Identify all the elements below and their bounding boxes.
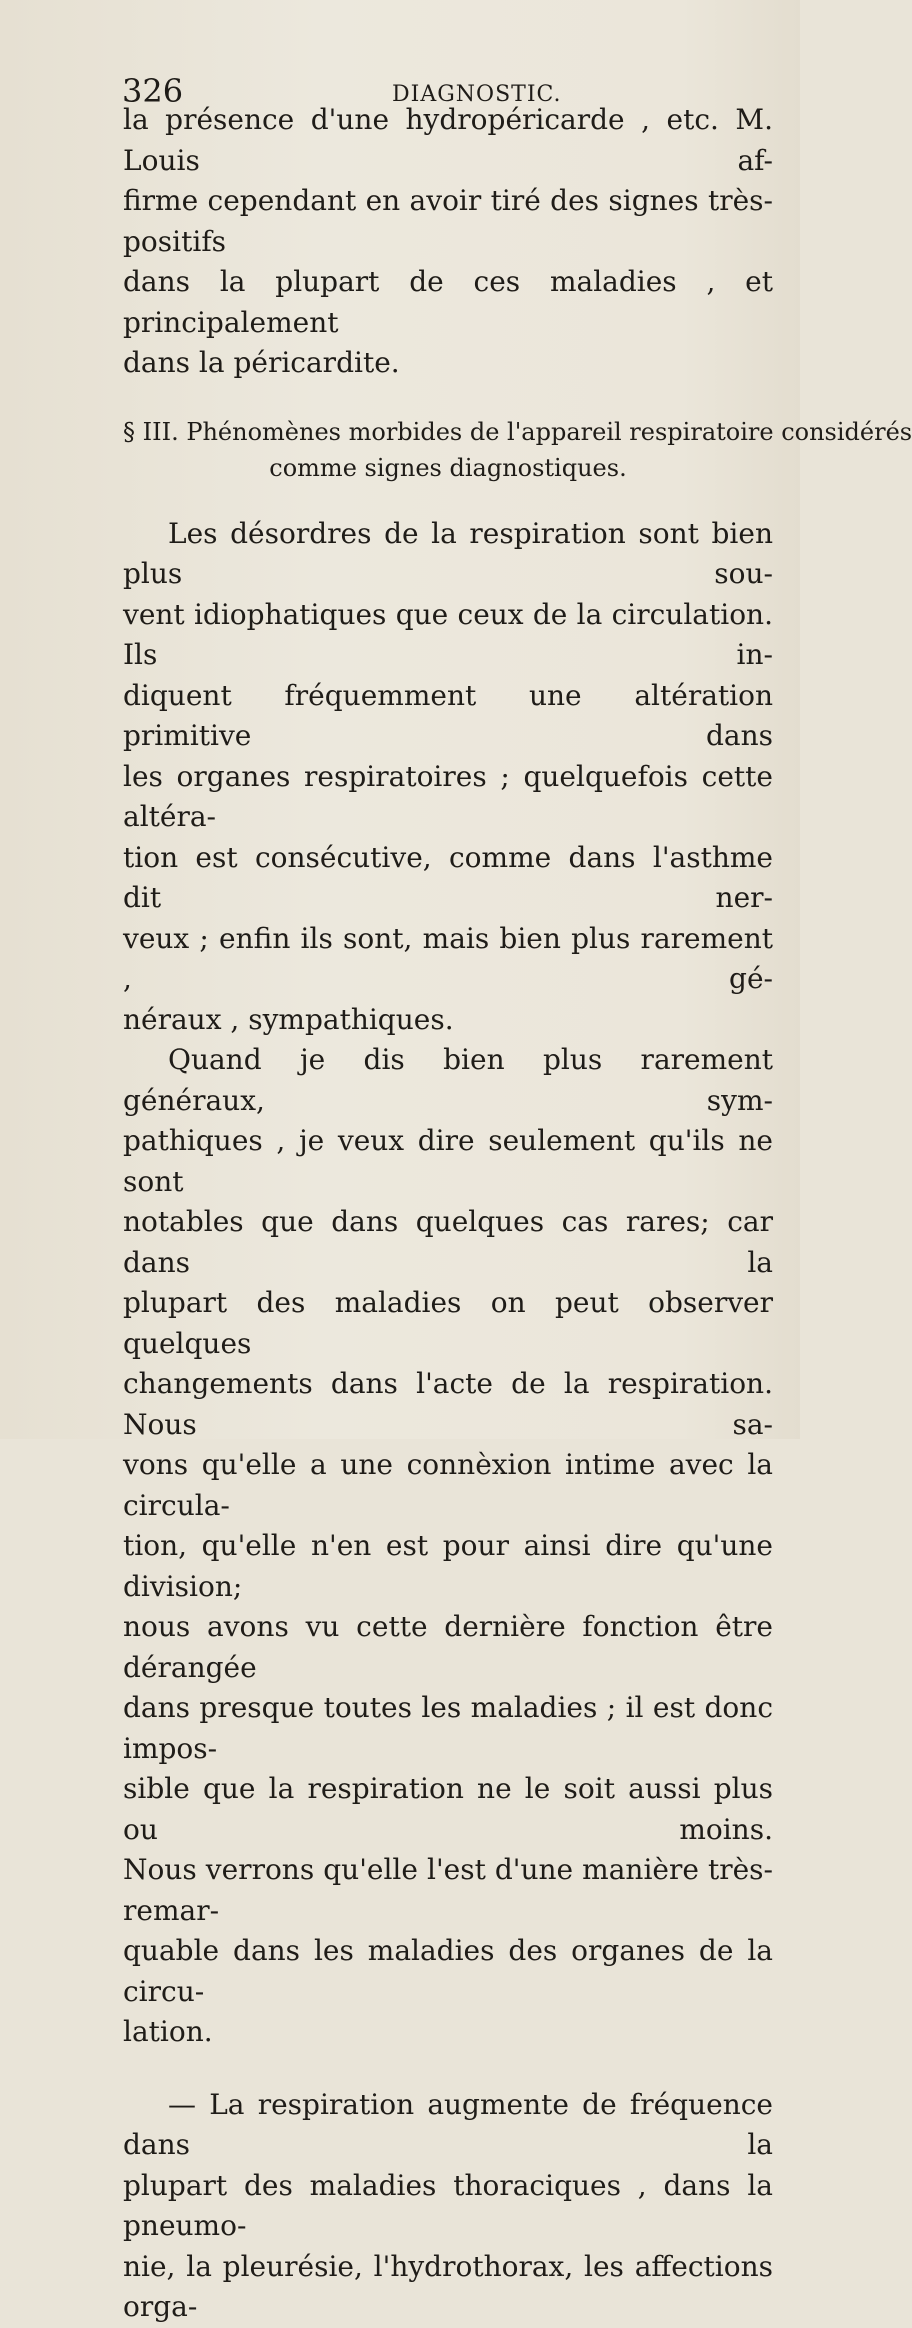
text-line: Les désordres de la respiration sont bien plus sou- xyxy=(123,516,773,590)
text-line: lation. xyxy=(123,2015,213,2048)
text-line: Quand je dis bien plus rarement généraux, sym- xyxy=(123,1043,773,1117)
text-line: plupart des maladies on peut observer quelques xyxy=(123,1286,773,1360)
text-line: firme cependant en avoir tiré des signes très-positifs xyxy=(123,184,773,258)
text-line: les organes respiratoires ; quelquefois cette altéra- xyxy=(123,759,773,833)
text-line: changements dans l'acte de la respiration. Nous sa- xyxy=(123,1367,773,1441)
text-line: néraux , sympathiques. xyxy=(123,1002,454,1036)
text-line: diquent fréquemment une altération primitive dans xyxy=(123,678,773,752)
text-line: — La respiration augmente de fréquence dans la xyxy=(123,2087,773,2161)
text-line: veux ; enfin ils sont, mais bien plus rarement , gé- xyxy=(123,921,773,995)
text-line: pathiques , je veux dire seulement qu'ils ne sont xyxy=(123,1124,773,1198)
text-line: nie, la pleurésie, l'hydrothorax, les affections orga- xyxy=(123,2249,773,2323)
text-line: sible que la respiration ne le soit aussi plus ou moins. xyxy=(123,1772,773,1846)
section-heading xyxy=(123,414,912,486)
text-line: vent idiophatiques que ceux de la circulation. Ils in- xyxy=(123,597,773,671)
running-title: DIAGNOSTIC. xyxy=(392,82,562,107)
section-heading-line: comme signes diagnostiques. xyxy=(269,453,627,482)
text-line: dans la plupart de ces maladies , et principalement xyxy=(123,265,773,339)
text-line: notables que dans quelques cas rares; car dans la xyxy=(123,1205,773,1279)
text-line: dans la péricardite. xyxy=(123,346,400,379)
text-line: plupart des maladies thoraciques , dans la pneumo- xyxy=(123,2168,773,2242)
text-line: tion, qu'elle n'en est pour ainsi dire qu'une division; xyxy=(123,1529,773,1603)
section-heading-line: § III. Phénomènes morbides de l'appareil respiratoire considérés xyxy=(123,417,912,446)
text-line: tion est consécutive, comme dans l'asthme dit ner- xyxy=(123,840,773,914)
text-line: quable dans les maladies des organes de la circu- xyxy=(123,1934,773,2008)
body-text xyxy=(123,100,912,2328)
text-line: la présence d'une hydropéricarde , etc. M. Louis af- xyxy=(123,103,773,177)
text-line: Nous verrons qu'elle l'est d'une manière très-remar- xyxy=(123,1853,773,1927)
page-number: 326 xyxy=(122,72,184,110)
text-line: dans presque toutes les maladies ; il est donc impos- xyxy=(123,1691,773,1765)
text-line: vons qu'elle a une connèxion intime avec la circula- xyxy=(123,1448,773,1522)
text-line: nous avons vu cette dernière fonction être dérangée xyxy=(123,1610,773,1684)
